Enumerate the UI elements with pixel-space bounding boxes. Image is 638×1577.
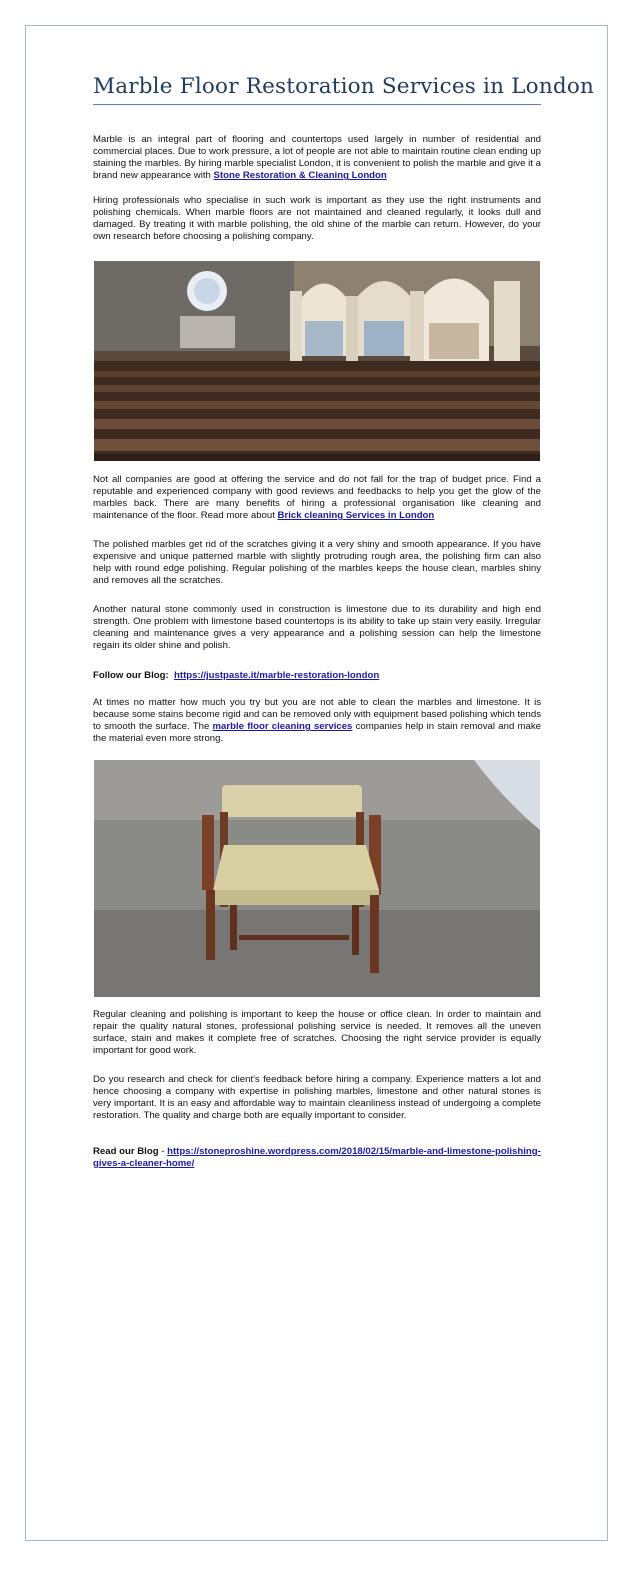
paragraph-regular-cleaning: Regular cleaning and polishing is important to keep the house or office clean. In order to maintain and repair the quality natural stones, professional polishing service is needed. It removes all the uneven surface, stain and makes it complete free of scratches. Choosing the right service provider is equally important for good work. xyxy=(93,1009,541,1057)
follow-blog-label: Follow our Blog: xyxy=(93,670,169,681)
read-blog-separator: - xyxy=(158,1146,168,1157)
read-blog xyxy=(93,1146,541,1170)
paragraph-polished: The polished marbles get rid of the scratches giving it a very shiny and smooth appearance. If you have expensive and unique patterned marble with slightly protruding rough area, the polishing firm can also help with round edge polishing. Regular polishing of the marbles keeps the house clean, marbles shiny and removes all the scratches. xyxy=(93,539,541,587)
paragraph-research: Do you research and check for client's feedback before hiring a company. Experience matters a lot and hence choosing a company with expertise in polishing marbles, limestone and other natural stones is very important. It is an easy and affordable way to maintain cleanliness instead of undergoing a complete restoration. The quality and charge both are equally important to consider. xyxy=(93,1074,541,1122)
paragraph-companies xyxy=(93,474,541,522)
paragraph-stains-before: At times no matter how much you try but you are not able to clean the marbles and limestone. It is because some stains become rigid and can be removed only with equipment based polishing which tends to smooth the surface. The xyxy=(93,697,541,733)
marble-floor-cleaning-link[interactable]: marble floor cleaning services xyxy=(212,721,353,733)
chair-photo xyxy=(94,760,540,997)
brick-cleaning-link[interactable]: Brick cleaning Services in London xyxy=(277,510,435,522)
paragraph-hiring: Hiring professionals who specialise in such work is important as they use the right instruments and polishing chemicals. When marble floors are not maintained and cleaned regularly, it looks dull and damaged. By treating it with marble polishing, the old shine of the marble can return. However, do your own research before choosing a polishing company. xyxy=(93,195,541,243)
paragraph-stains xyxy=(93,697,541,745)
paragraph-intro-text: Marble is an integral part of flooring and countertops used largely in number of residential and commercial places. Due to work pressure, a lot of people are not able to maintain routine clean ending up staining the marbles. By hiring marble specialist London, it is convenient to polish the marble and give it a brand new appearance with xyxy=(93,134,541,182)
read-blog-link[interactable]: https://stoneproshine.wordpress.com/2018/02/15/marble-and-limestone-polishing-gives-a-cleaner-home/ xyxy=(93,1146,541,1170)
follow-blog xyxy=(93,670,541,682)
follow-blog-link[interactable]: https://justpaste.it/marble-restoration-london xyxy=(174,670,380,681)
stone-restoration-link[interactable]: Stone Restoration & Cleaning London xyxy=(213,170,387,182)
paragraph-intro xyxy=(93,134,541,182)
read-blog-label: Read our Blog xyxy=(93,1146,159,1157)
paragraph-companies-text: Not all companies are good at offering the service and do not fall for the trap of budget price. Find a reputable and experienced company with good reviews and feedbacks to help you get the glow of the marbles back. There are many benefits of hiring a professional organisation like cleaning and maintenance of the floor. Read more about xyxy=(93,474,541,522)
title-underline xyxy=(93,104,541,105)
page-title: Marble Floor Restoration Services in London xyxy=(93,74,595,99)
paragraph-limestone: Another natural stone commonly used in construction is limestone due to its durability and high end strength. One problem with limestone based countertops is its ability to take up stain very easily. Irregular cleaning and maintenance gives a very appearance and a polishing session can help the limestone regain its older shine and polish. xyxy=(93,604,541,652)
paragraph-stains-after: companies help in stain removal and make the material even more strong. xyxy=(93,721,541,745)
church-interior-photo xyxy=(94,261,540,461)
